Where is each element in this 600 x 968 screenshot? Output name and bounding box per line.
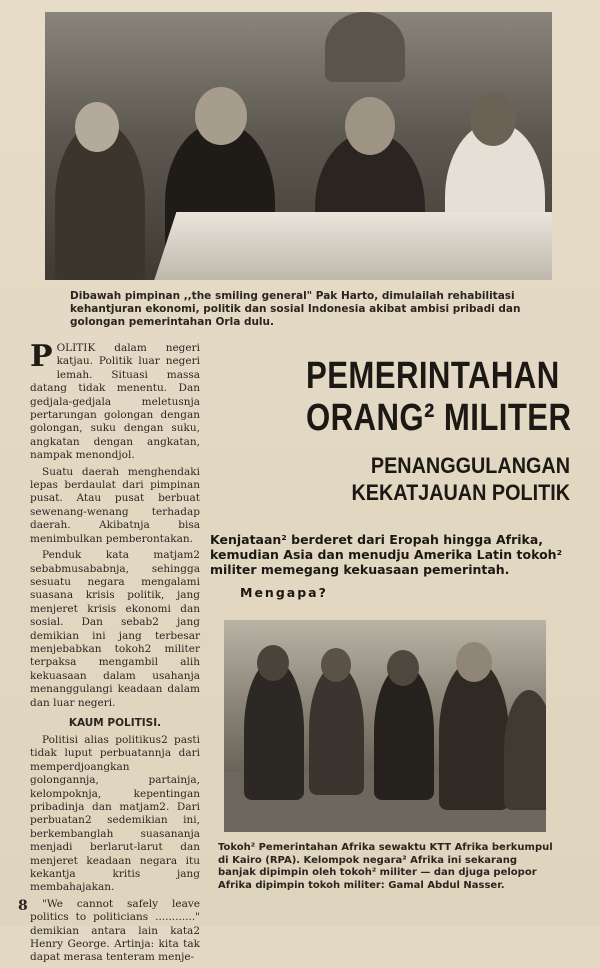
question-text: Mengapa? bbox=[240, 585, 328, 600]
subheadline-line-2: KEKATJAUAN POLITIK bbox=[351, 480, 570, 505]
lead-paragraph: Kenjataan² berderet dari Eropah hingga Afrika, kemudian Asia dan menudju Amerika Latin tokoh² militer memegang kekuasaan pemerintah. bbox=[210, 532, 563, 577]
top-photo-caption: Dibawah pimpinan ,,the smiling general" Pak Harto, dimulailah rehabilitasi kehantjuran ekonomi, politik dan sosial Indonesia akibat ambisi pribadi dan golongan pemerintahan Orla dulu. bbox=[70, 290, 521, 328]
paragraph-5: "We cannot safely leave politics to politicians ............" demikian antara lain kata2 Henry George. Artinja: kita tak dapat merasa tenteram menje- bbox=[30, 897, 200, 964]
headline bbox=[306, 355, 572, 439]
paragraph-3: Penduk kata matjam2 sebabmusababnja, sehingga sesuatu negara mengalami suasana krisis politik, jang menjeret krisis ekonomi dan sosial. Dan sebab2 jang demikian ini jang terbesar menjebabkan tokoh2 militer terpaksa mengambil alih kekuasaan dalam usahanja menanggulangi keadaan dalam dan luar negeri. bbox=[30, 549, 200, 709]
section-subheading: KAUM POLITISI. bbox=[68, 716, 162, 729]
paragraph-2: Suatu daerah menghendaki lepas berdaulat dari pimpinan pusat. Atau pusat berbuat sewenang-wenang terhadap daerah. Akibatnja bisa menimbulkan pemberontakan. bbox=[30, 465, 200, 545]
subheadline-line-1: PENANGGULANGAN bbox=[370, 453, 570, 478]
drop-cap: P bbox=[30, 339, 53, 374]
photo-meeting bbox=[45, 12, 552, 280]
page-number: 8 bbox=[18, 898, 28, 914]
paragraph-1: POLITIK dalam negeri katjau. Politik luar negeri lemah. Situasi massa datang tidak menentu. Dan gedjala-gedjala meletusnja pertarungan golongan dengan golongan, suku dengan suku, angkatan dengan angkatan, nampak menondjol. bbox=[30, 339, 200, 462]
bottom-photo-caption: Tokoh² Pemerintahan Afrika sewaktu KTT Afrika berkumpul di Kairo (RPA). Kelompok negara² Afrika ini sekarang banjak dipimpin oleh tokoh² militer — dan djuga pelopor Afrika dipimpin tokoh militer: Gamal Abdul Nasser. bbox=[218, 842, 553, 891]
paragraph-4: Politisi alias politikus2 pasti tidak luput perbuatannja dari memperdjoangkan golongannja, partainja, kelompoknja, kepentingan pribadinja dan matjam2. Dari perbuatan2 sedemikian ini, berkembanglah suasananja menjadi berlarut-larut dan menjeret keadaan negara itu kekantja kritis jang membahajakan. bbox=[30, 733, 200, 894]
headline-line-1: PEMERINTAHAN bbox=[306, 355, 560, 397]
left-article-column bbox=[30, 339, 200, 968]
subheadline bbox=[300, 452, 570, 506]
headline-line-2: ORANG² MILITER bbox=[306, 397, 572, 439]
photo-african-leaders bbox=[224, 620, 546, 832]
